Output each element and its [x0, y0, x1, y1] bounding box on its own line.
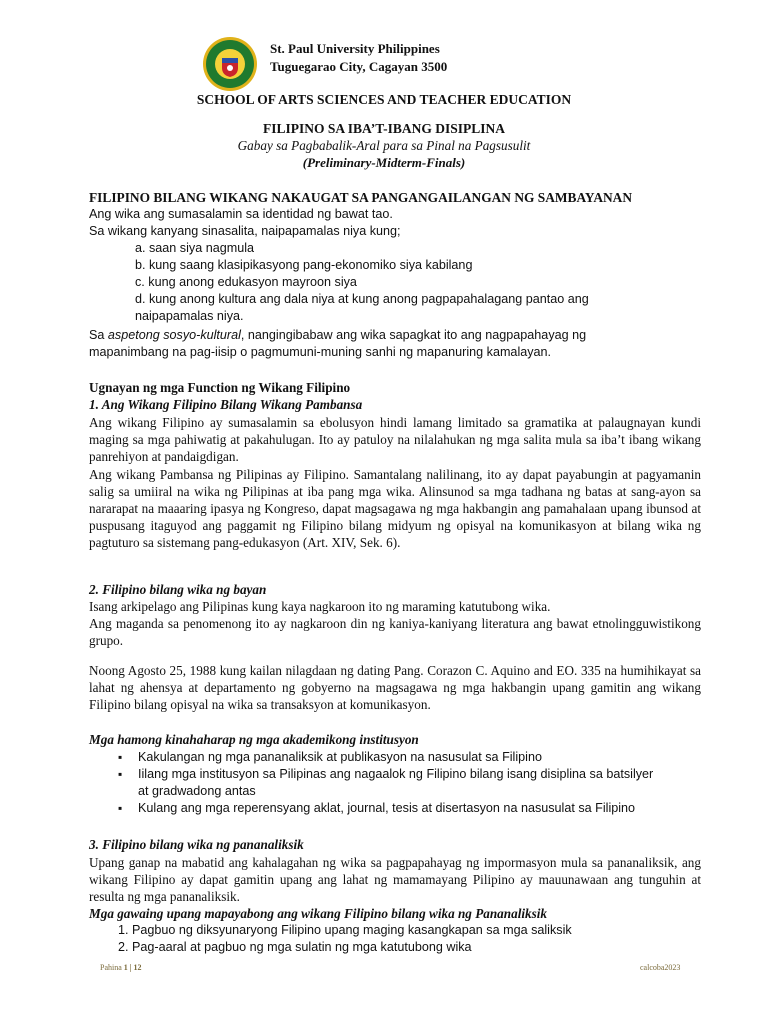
list-item: naipapamalas niya. — [135, 309, 244, 323]
course-title: FILIPINO SA IBA’T-IBANG DISIPLINA — [263, 121, 505, 136]
page-separator: | — [129, 963, 132, 972]
section-heading: Ugnayan ng mga Function ng Wikang Filipino — [89, 380, 351, 395]
emphasis-text: aspetong sosyo-kultural — [107, 328, 241, 342]
terms-subtitle: (Preliminary-Midterm-Finals) — [302, 155, 466, 170]
list-item: a. saan siya nagmula — [135, 241, 255, 255]
list-item: at gradwadong antas — [138, 784, 256, 798]
subsection-heading: Mga gawaing upang mapayabong ang wikang Filipino bilang wika ng Pananaliksik — [89, 906, 548, 921]
paragraph: mapanimbang na pag-iisip o pagmumuni-muning sanhi ng mapanuring kamalayan. — [89, 345, 552, 359]
list-item: Iilang mga institusyon sa Pilipinas ang nagaalok ng Filipino bilang isang disiplina sa batsilyer — [138, 767, 654, 781]
list-item: 2. Pag-aaral at pagbuo ng mga sulatin ng mga katutubong wika — [118, 940, 472, 954]
subsection-heading: 2. Filipino bilang wika ng bayan — [89, 582, 267, 597]
list-item: c. kung anong edukasyon mayroon siya — [135, 275, 357, 289]
list-item: Kakulangan ng mga pananaliksik at publikasyon na nasusulat sa Filipino — [138, 750, 542, 764]
text-run: , nangingibabaw ang wika sapagkat ito ang nagpapahayag ng — [240, 328, 587, 342]
school-name: SCHOOL OF ARTS SCIENCES AND TEACHER EDUCATION — [196, 92, 572, 107]
bullet-icon: ▪ — [118, 767, 123, 781]
university-location: Tuguegarao City, Cagayan 3500 — [270, 59, 448, 74]
list-item: Kulang ang mga reperensyang aklat, journal, tesis at disertasyon na nasusulat sa Filipino — [138, 801, 636, 815]
paragraph: Noong Agosto 25, 1988 kung kailan nilagdaan ng dating Pang. Corazon C. Aquino and EO. 335 na humihikayat sa lahat ng ahensya at departamento ng gobyerno na magsagawa ng mga hakbangin upang gamitin ang wikang Filipino bilang opisyal na wika sa transaksyon at komunikasyon. — [89, 663, 701, 712]
bullet-icon: ▪ — [118, 801, 123, 815]
paragraph: Ang maganda sa penomenong ito ay nagkaroon din ng kaniya-kaniyang literatura ang bawat etnolingguwistikong grupo. — [89, 616, 701, 648]
list-item: d. kung anong kultura ang dala niya at kung anong pagpapahalagang pantao ang — [135, 292, 589, 306]
university-seal-icon — [202, 36, 258, 92]
text-run: Sa — [89, 328, 108, 342]
paragraph: Sa wikang kanyang sinasalita, naipapamalas niya kung; — [89, 224, 401, 238]
footer-author: calcoba2023 — [640, 963, 681, 972]
page-label: Pahina — [100, 963, 122, 972]
page-current: 1 — [123, 963, 128, 972]
paragraph: Ang wikang Pambansa ng Pilipinas ay Filipino. Samantalang nalilinang, ito ay dapat payabungin at pagyamanin salig sa umiiral na wika ng Pilipinas at iba pang mga wika. Alinsunod sa mga tadhana ng batas at sang-ayon sa nararapat na maaaring ipasya ng Kongreso, dapat magsagawa ng mga hakbangin ang pamahalaan upang ibunsod at puspusang itaguyod ang paggamit ng Filipino bilang midyum ng opisyal na komunikasyon at bilang wika ng pagtuturo sa sistemang pang-edukasyon (Art. XIV, Sek. 6). — [89, 467, 701, 550]
list-item: b. kung saang klasipikasyong pang-ekonomiko siya kabilang — [135, 258, 473, 272]
page-total: 12 — [133, 963, 142, 972]
section-heading: FILIPINO BILANG WIKANG NAKAUGAT SA PANGANGAILANGAN NG SAMBAYANAN — [89, 190, 633, 205]
subsection-heading: Mga hamong kinahaharap ng mga akademikong institusyon — [89, 732, 419, 747]
paragraph: Isang arkipelago ang Pilipinas kung kaya nagkaroon ito ng maraming katutubong wika. — [89, 599, 551, 614]
page-number — [100, 963, 142, 972]
bullet-icon: ▪ — [118, 750, 123, 764]
list-item: 1. Pagbuo ng diksyunaryong Filipino upang maging kasangkapan sa mga saliksik — [118, 923, 572, 937]
paragraph: Ang wika ang sumasalamin sa identidad ng bawat tao. — [89, 207, 393, 221]
university-name: St. Paul University Philippines — [270, 41, 440, 56]
paragraph: Ang wikang Filipino ay sumasalamin sa ebolusyon hindi lamang limitado sa gramatika at palaugnayan kundi maging sa mga pahiwatig at pakahulugan. Ito ay patuloy na nilalahukan ng mga salita mula sa iba’t ibang wikang panrehiyon at pandaigdigan. — [89, 415, 701, 464]
guide-subtitle: Gabay sa Pagbabalik-Aral para sa Pinal na Pagsusulit — [237, 138, 531, 153]
subsection-heading: 3. Filipino bilang wika ng pananaliksik — [89, 837, 304, 852]
paragraph — [89, 327, 586, 344]
paragraph: Upang ganap na mabatid ang kahalagahan ng wika sa pagpapahayag ng impormasyon mula sa pananaliksik, ang wikang Filipino ay dapat gamitin upang ang lahat ng mamamayang Pilipino ay mauunawaan ang tunguhin at resulta ng mga pananaliksik. — [89, 855, 701, 904]
subsection-heading: 1. Ang Wikang Filipino Bilang Wikang Pambansa — [89, 397, 363, 412]
